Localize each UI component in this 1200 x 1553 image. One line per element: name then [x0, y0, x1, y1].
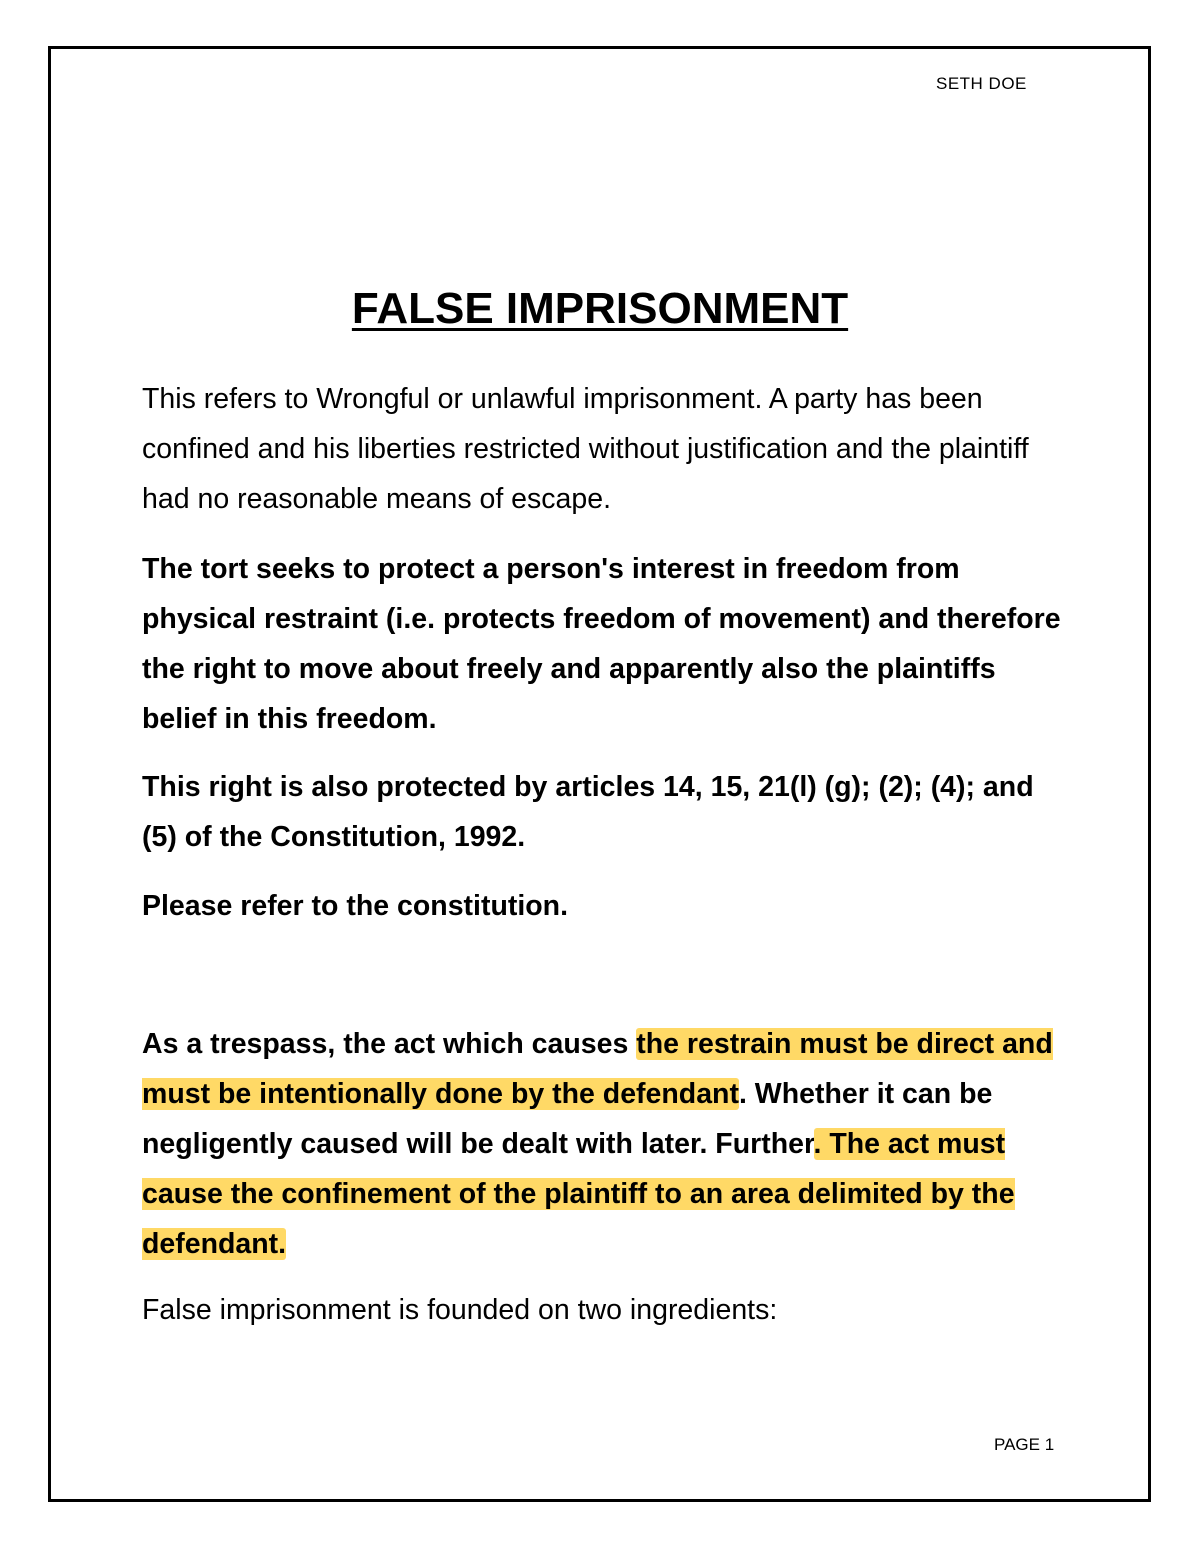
document-title-text: FALSE IMPRISONMENT — [351, 284, 849, 333]
trespass-text-part-2: . Whether it can be negligently caused will be dealt with later. Further — [142, 1078, 993, 1160]
header-author: SETH DOE — [936, 74, 1027, 93]
page-number: PAGE 1 — [994, 1435, 1055, 1454]
highlighted-text-confinement: . The act must cause the confinement of the plaintiff to an area delimited by the defendant. — [142, 1128, 1015, 1260]
paragraph-trespass — [142, 1019, 1062, 1269]
paragraph-ingredients: False imprisonment is founded on two ingredients: — [142, 1294, 778, 1326]
paragraph-refer-constitution: Please refer to the constitution. — [142, 890, 568, 922]
document-title — [0, 283, 1200, 336]
paragraph-tort-purpose: The tort seeks to protect a person's interest in freedom from physical restraint (i.e. protects freedom of movement) and therefore the right to move about freely and apparently also the plaintiffs belief in this freedom. — [142, 553, 1061, 735]
paragraph-constitution-articles: This right is also protected by articles 14, 15, 21(l) (g); (2); (4); and (5) of the Constitution, 1992. — [142, 771, 1034, 853]
highlighted-text-direct-restraint: the restrain must be direct and must be intentionally done by the defendant — [142, 1028, 1053, 1110]
trespass-text-part-1: As a trespass, the act which causes — [142, 1028, 637, 1060]
paragraph-definition: This refers to Wrongful or unlawful imprisonment. A party has been confined and his liberties restricted without justification and the plaintiff had no reasonable means of escape. — [142, 383, 1029, 515]
